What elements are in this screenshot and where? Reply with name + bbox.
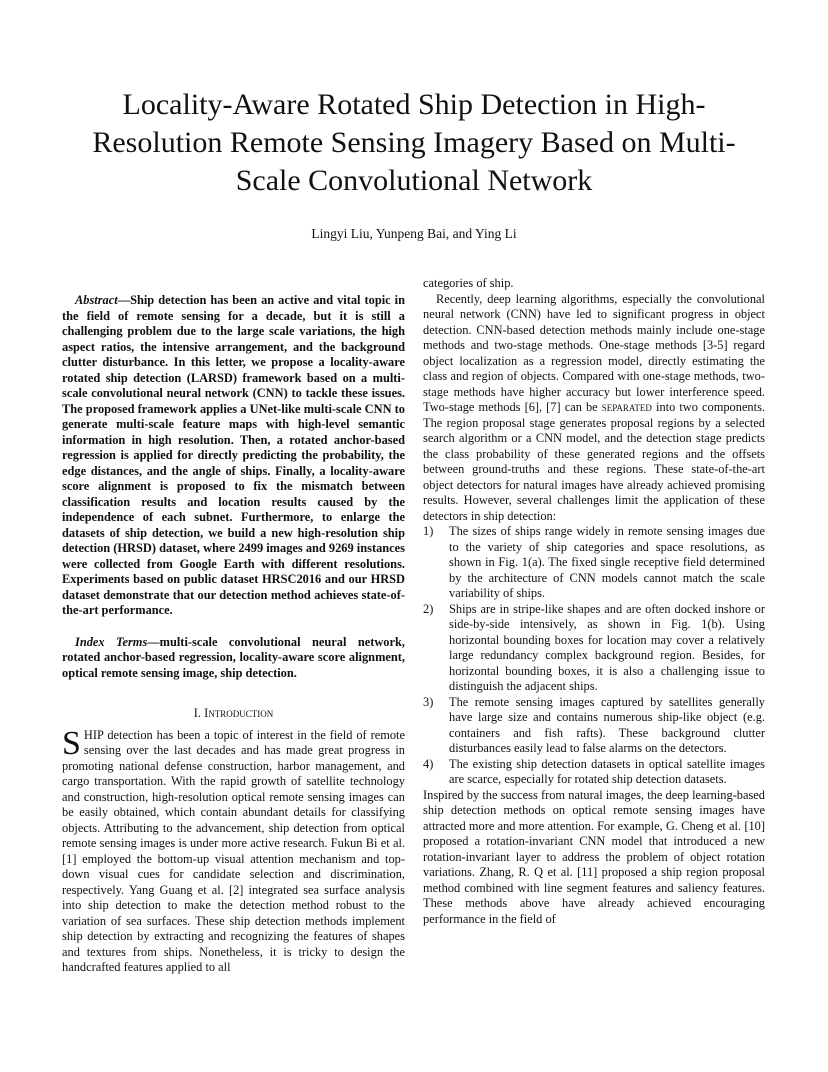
intro-text: HIP detection has been a topic of interest in the field of remote sensing over the last decades and has made great progress in promoting national defense construction, harbor management, and cargo transportation. With the rapid growth of satellite technology and construction, high-resolution optical remote sensing images can be easily obtained, which contain abundant details for classifying objects. Attributing to the advancement, ship detection from optical remote sensing images is under more active research. Fukun Bi et al. [1] employed the bottom-up visual attention mechanism and top-down visual cues for candidate selection and discrimination, respectively. Yang Guang et al. [2] integrated sea surface analysis into ship detection to make the detection method robust to the variation of sea surfaces. These ship detection methods implement ship detection by extracting and recognizing the features of shapes and textures from ships. Nonetheless, it is tricky to design the handcrafted features applied to all <box>62 727 405 974</box>
index-terms-text: —multi-scale convolutional neural network, rotated anchor-based regression, locality-aware score alignment, optical remote sensing image, ship detection. <box>62 634 405 680</box>
list-item-text: The existing ship detection datasets in optical satellite images are scarce, especially for rotated ship detection datasets. <box>449 756 765 786</box>
abstract-text: —Ship detection has been an active and vital topic in the field of remote sensing for a decade, but it is still a challenging problem due to the large scale variations, the high aspect ratios, the intensive arrangement, and the background clutter disturbance. In this letter, we propose a locality-aware rotated ship detection (LARSD) framework based on a multi-scale convolutional neural network (CNN) to tackle these issues. The proposed framework applies a UNet-like multi-scale CNN to generate multi-scale feature maps with high-level semantic information in high resolution. Then, a rotated anchor-based regression is applied for directly predicting the probability, the edge distances, and the angle of ships. Finally, a locality-aware score alignment is proposed to fix the mismatch between classification results and location results caused by the independence of each subnet. Furthermore, to enlarge the datasets of ship detection, we build a new high-resolution ship detection (HRSD) dataset, where 2499 images and 9269 instances were collected from Google Earth with different resolutions. Experiments based on public dataset HRSC2016 and our HRSD dataset demonstrate that our detection method achieves state-of-the-art performance. <box>62 293 405 617</box>
continuation-text: categories of ship. <box>423 276 514 290</box>
list-item-text: Ships are in stripe-like shapes and are often docked inshore or side-by-side intensively, as shown in Fig. 1(b). Using horizontal bounding boxes for location may cover a relatively large redundancy complex background region. Besides, for horizontal bounding boxes, it is also a challenging issue to distinguish the adjacent ships. <box>449 601 765 693</box>
challenge-list <box>423 524 765 788</box>
section-title: Introduction <box>204 706 274 720</box>
paper-title: Locality-Aware Rotated Ship Detection in High-Resolution Remote Sensing Imagery Based on Multi-Scale Convolutional Network <box>92 88 736 197</box>
intro-paragraph <box>62 724 405 976</box>
list-item <box>423 602 765 695</box>
list-item-text: The sizes of ships range widely in remote sensing images due to the variety of ship categories and space resolutions, as shown in Fig. 1(a). The fixed single receptive field determined by the architecture of CNN models cannot match the scale variability of ships. <box>449 524 765 600</box>
list-item <box>423 524 765 602</box>
deep-learning-paragraph <box>423 292 765 525</box>
section-number: I. <box>193 706 201 720</box>
list-item <box>423 695 765 757</box>
right-column <box>423 276 765 927</box>
list-item-number: 4) <box>423 756 434 771</box>
list-item-number: 1) <box>423 524 434 538</box>
index-terms <box>62 635 405 682</box>
left-column <box>62 276 405 976</box>
section-heading-introduction <box>62 706 405 722</box>
author-list: Lingyi Liu, Yunpeng Bai, and Ying Li <box>311 226 517 241</box>
related-work-paragraph: Inspired by the success from natural images, the deep learning-based ship detection methods on optical remote sensing images have attracted more and more attention. For example, G. Cheng et al. [10] proposed a rotation-invariant CNN model that introduced a new rotation-invariant layer to address the problem of object rotation variations. Zhang, R. Q et al. [11] proposed a ship region proposal method combined with line segment features and saliency features. These methods above have already achieved encouraging performance in the field of <box>423 787 765 926</box>
list-item-number: 3) <box>423 694 434 709</box>
drop-cap: S <box>62 724 81 762</box>
list-item <box>423 757 765 788</box>
list-item-number: 2) <box>423 601 434 616</box>
abstract <box>62 293 405 619</box>
paragraph-text-a: Recently, deep learning algorithms, especially the convolutional neural network (CNN) have led to significant progress in object detection. CNN-based detection methods mainly include one-stage methods and two-stage methods. One-stage methods [3-5] regard object localization as a regression model, directly estimating the class and region of objects. Compared with one-stage methods, two-stage methods have higher accuracy but lower interference speed. Two-stage methods [6], [7] can be <box>423 291 765 414</box>
abstract-label: Abstract <box>75 293 118 307</box>
paragraph-text-b: into two components. The region proposal stage generates proposal regions by a selected search algorithm or a CNN model, and the detection stage predicts the class probability of these generated regions and the offsets between ground-truths and these regions. These state-of-the-art object detectors for natural images have already achieved promising results. However, several challenges limit the application of these detectors in ship detection: <box>423 400 765 523</box>
small-caps-word: separated <box>601 400 652 414</box>
list-item-text: The remote sensing images captured by satellites generally have large size and contains numerous ship-like object (e.g. containers and fish rafts). These background clutter disturbances easily lead to false alarms on the detectors. <box>449 694 765 755</box>
index-terms-label: Index Terms <box>75 634 148 649</box>
